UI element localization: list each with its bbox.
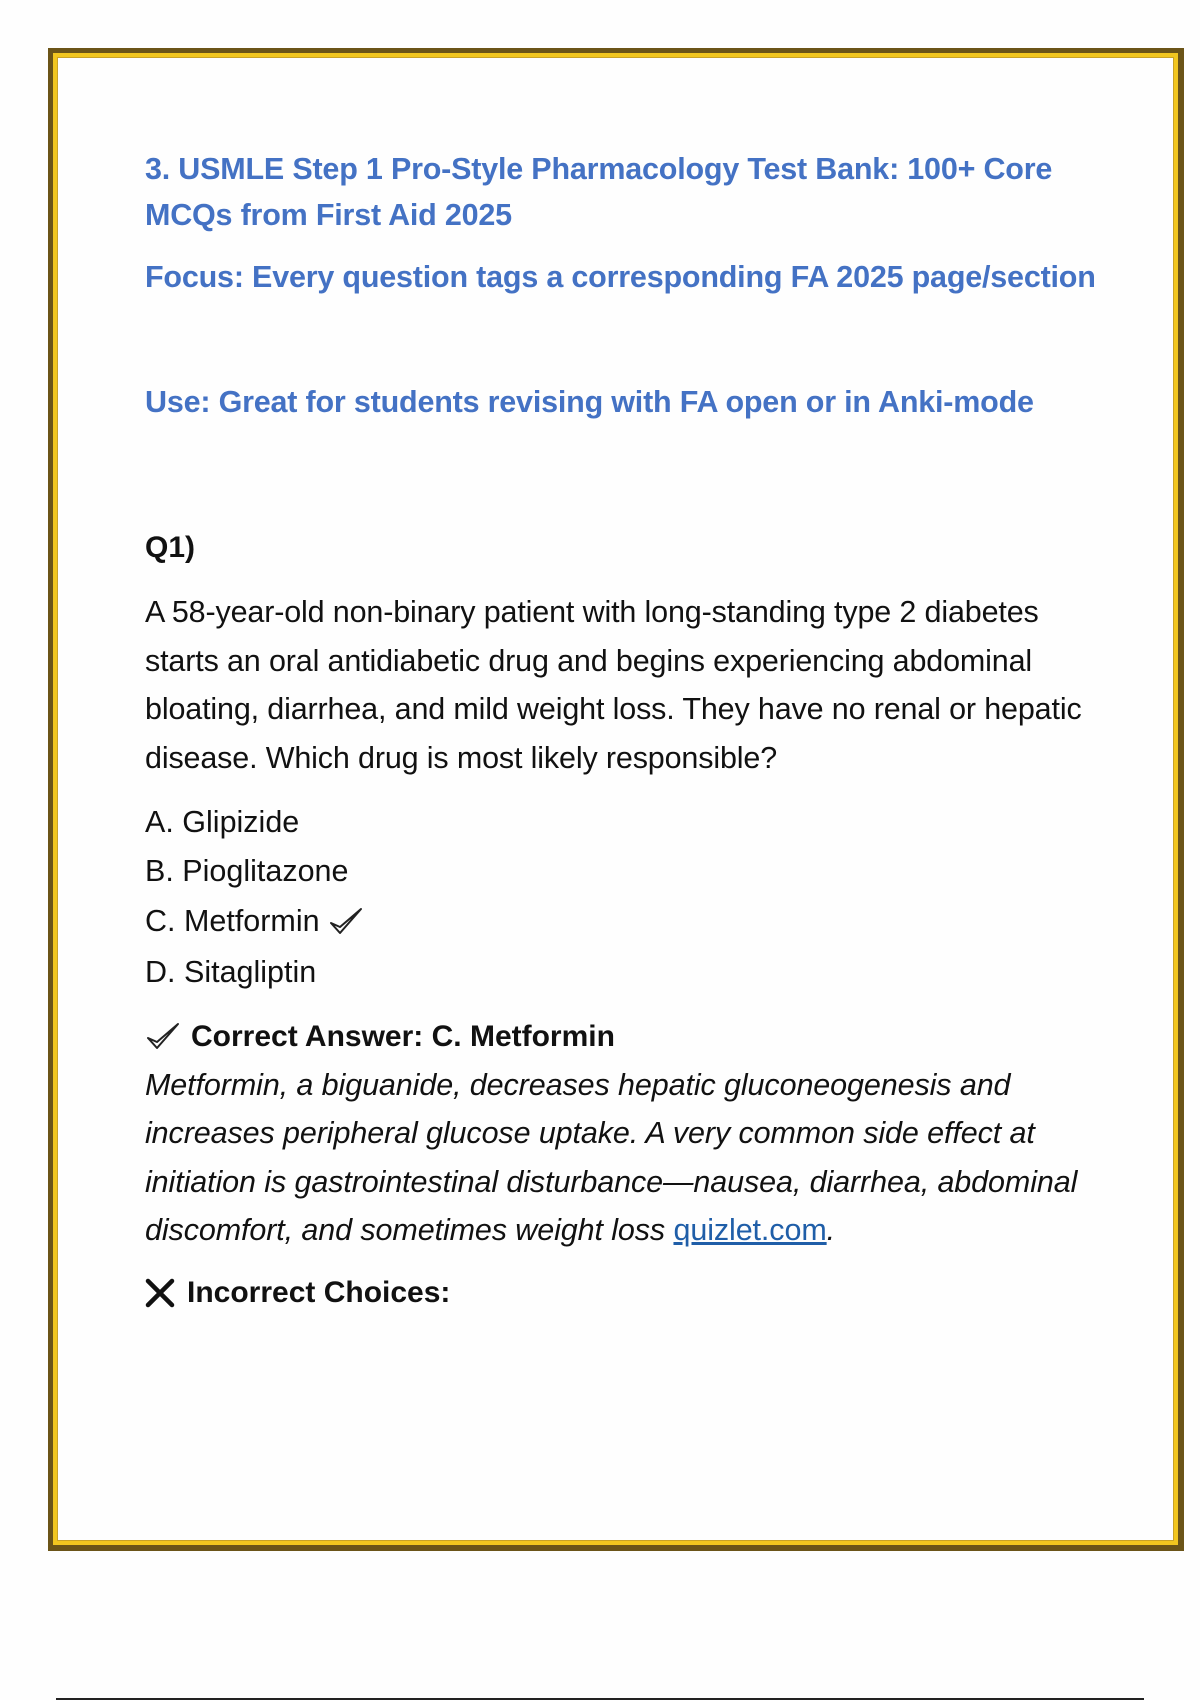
- choice-a-label: A. Glipizide: [145, 805, 300, 839]
- check-mark-icon: [328, 906, 364, 938]
- correct-answer-text: Correct Answer: C. Metformin: [191, 1019, 615, 1053]
- answer-choices: [145, 798, 1105, 997]
- use-line: Use: Great for students revising with FA open or in Anki-mode: [145, 385, 1034, 419]
- document-content: [145, 146, 1105, 1317]
- incorrect-choices-heading: [145, 1269, 1105, 1317]
- choice-d: [145, 948, 1105, 997]
- correct-answer-heading: [145, 1013, 1105, 1061]
- source-link[interactable]: quizlet.com: [673, 1213, 827, 1247]
- cross-mark-icon: [145, 1278, 175, 1308]
- incorrect-choices-text: Incorrect Choices:: [187, 1275, 451, 1309]
- choice-b-label: B. Pioglitazone: [145, 853, 349, 888]
- focus-line: Focus: Every question tags a corresponding FA 2025 page/section: [145, 260, 1096, 294]
- answer-explanation: [145, 1061, 1105, 1255]
- check-mark-icon: [145, 1021, 181, 1053]
- explanation-text: Metformin, a biguanide, decreases hepatic gluconeogenesis and increases peripheral glucose uptake. A very common side effect at initiation is gastrointestinal disturbance—nausea, diarrhea, abdominal discomfort, and sometimes weight loss: [145, 1067, 1078, 1247]
- choice-c-label: C. Metformin: [145, 904, 320, 939]
- choice-b: [145, 847, 1105, 896]
- explanation-trailing: .: [826, 1213, 836, 1247]
- choice-c: [145, 895, 1105, 948]
- question-number: Q1): [145, 531, 196, 564]
- question-stem: A 58-year-old non-binary patient with long-standing type 2 diabetes starts an oral antidiabetic drug and begins experiencing abdominal bloating, diarrhea, and mild weight loss. They have no renal or hepatic disease. Which drug is most likely responsible?: [145, 595, 1082, 775]
- choice-d-label: D. Sitagliptin: [145, 955, 317, 989]
- choice-a: [145, 798, 1105, 847]
- page-title: 3. USMLE Step 1 Pro-Style Pharmacology Test Bank: 100+ Core MCQs from First Aid 2025: [145, 152, 1053, 232]
